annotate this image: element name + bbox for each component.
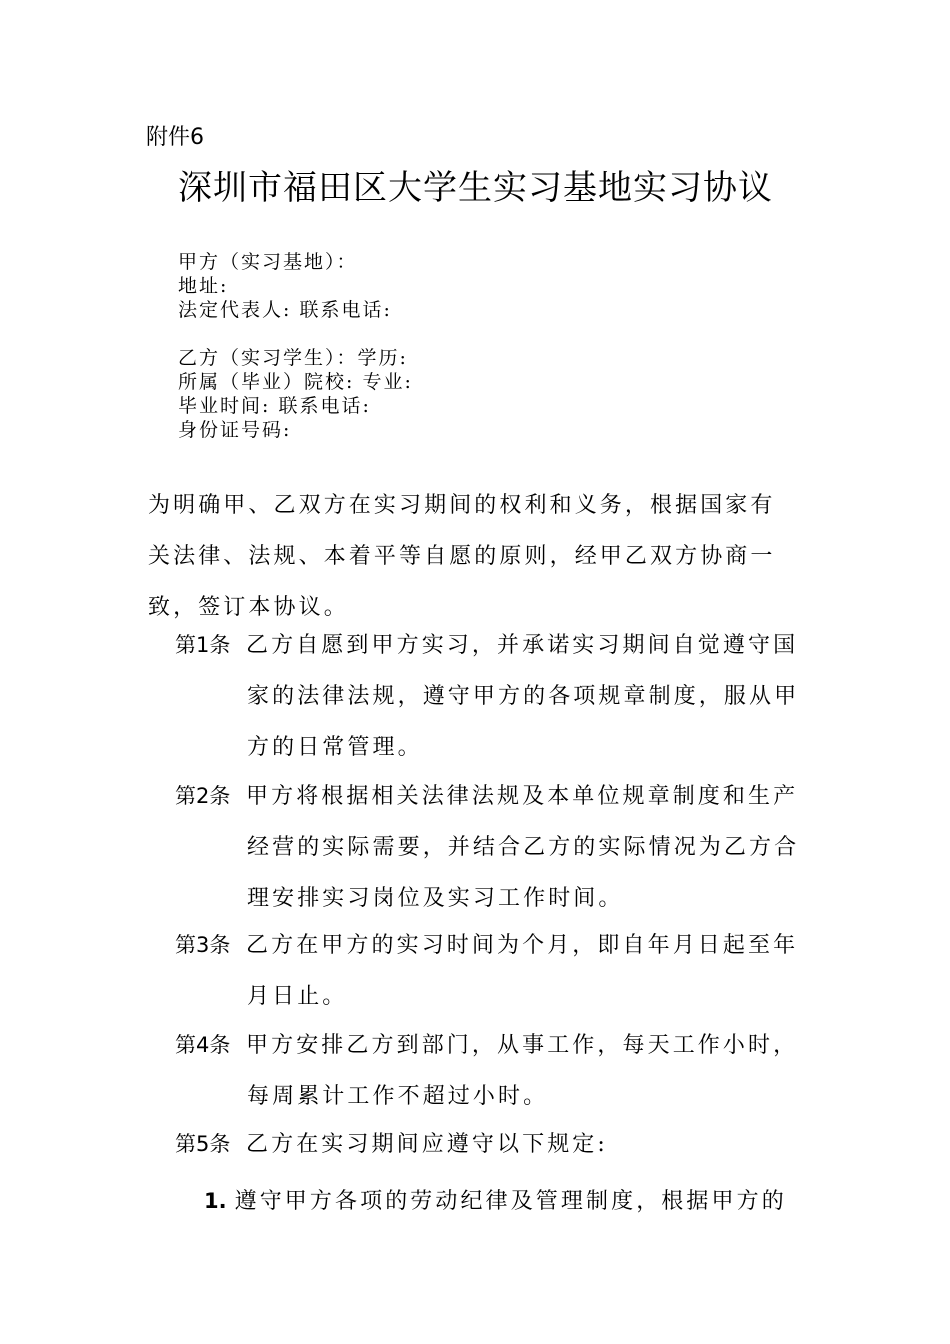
article-line: 家的法律法规，遵守甲方的各项规章制度，服从甲 xyxy=(247,684,800,709)
party-a-label: 甲方（实习基地）： xyxy=(178,251,358,273)
article-line: 乙方在甲方的实习时间为个月，即自年月日起至年 xyxy=(246,933,799,958)
article-line: 甲方安排乙方到部门，从事工作，每天工作小时， xyxy=(246,1033,799,1058)
article-text xyxy=(246,1119,608,1170)
article-text xyxy=(246,920,798,1022)
annex-label: 附件6 xyxy=(146,125,204,150)
rule-item-number: 1. xyxy=(204,1189,227,1213)
article-line: 乙方自愿到甲方实习，并承诺实习期间自觉遵守国 xyxy=(246,633,799,658)
article-label: 第3条 xyxy=(175,933,231,957)
rule-item-1 xyxy=(204,1176,787,1227)
rule-item-text: 遵守甲方各项的劳动纪律及管理制度，根据甲方的 xyxy=(234,1189,787,1214)
party-a-representative: 法定代表人: 联系电话: xyxy=(178,299,392,321)
article-label: 第2条 xyxy=(175,784,231,808)
party-b-school: 所属（毕业）院校: 专业: xyxy=(178,371,413,393)
article-line: 月日止。 xyxy=(247,984,348,1009)
article-label: 第4条 xyxy=(175,1033,231,1057)
article-text xyxy=(246,771,799,924)
party-a-address: 地址: xyxy=(178,275,229,297)
document-title: 深圳市福田区大学生实习基地实习协议 xyxy=(178,168,773,208)
article-text xyxy=(246,620,799,773)
article-label: 第5条 xyxy=(175,1132,231,1156)
article-line: 甲方将根据相关法律法规及本单位规章制度和生产 xyxy=(246,784,799,809)
party-info-block xyxy=(178,250,413,442)
intro-line: 致，签订本协议。 xyxy=(148,595,349,620)
spacer xyxy=(178,322,413,346)
article-line: 经营的实际需要，并结合乙方的实际情况为乙方合 xyxy=(247,835,800,860)
article-label: 第1条 xyxy=(175,633,231,657)
intro-paragraph xyxy=(148,480,808,633)
intro-line: 关法律、法规、本着平等自愿的原则，经甲乙双方协商一 xyxy=(148,544,776,569)
article-line: 方的日常管理。 xyxy=(247,735,423,760)
party-b-graduation: 毕业时间: 联系电话: xyxy=(178,395,371,417)
article-line: 乙方在实习期间应遵守以下规定: xyxy=(246,1132,608,1157)
party-b-id-number: 身份证号码: xyxy=(178,419,292,441)
article-text xyxy=(246,1020,798,1122)
article-line: 每周累计工作不超过小时。 xyxy=(247,1084,549,1109)
article-line: 理安排实习岗位及实习工作时间。 xyxy=(247,886,624,911)
party-b-label: 乙方（实习学生）：学历: xyxy=(178,347,408,369)
intro-line: 为明确甲、乙双方在实习期间的权利和义务，根据国家有 xyxy=(148,493,776,518)
